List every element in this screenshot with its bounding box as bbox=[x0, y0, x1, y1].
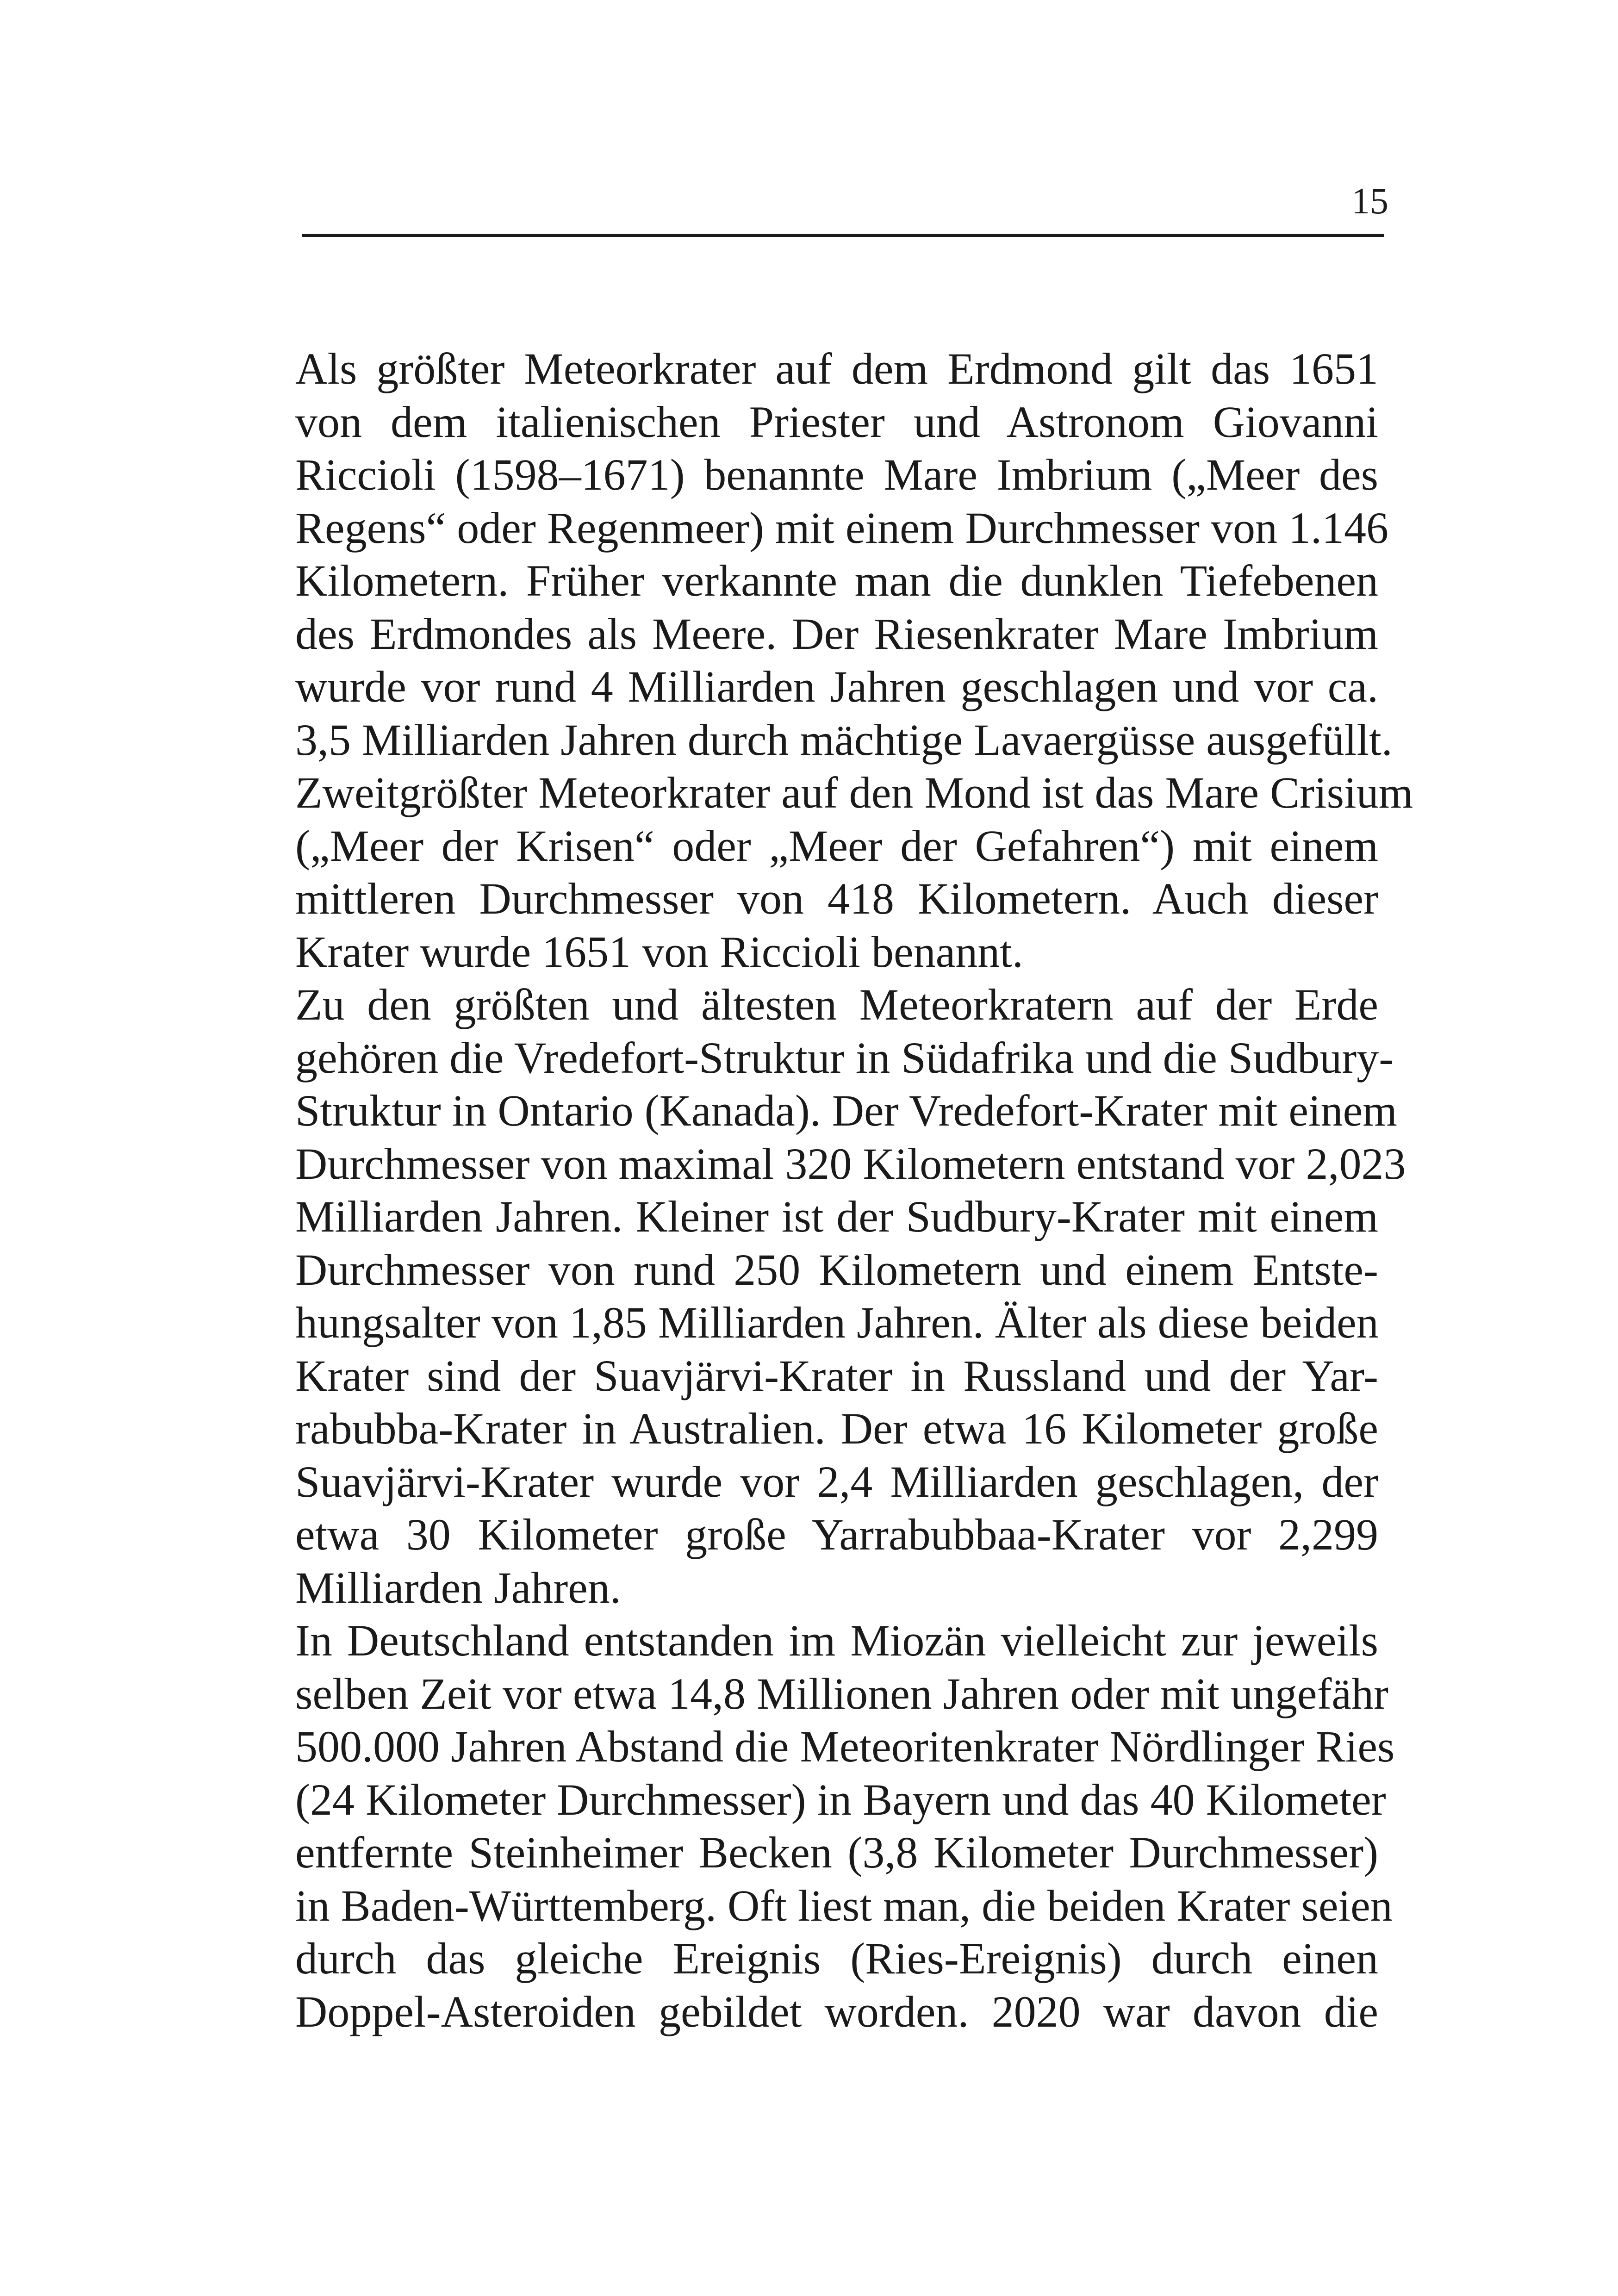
text-line: rabubba-Krater in Australien. Der etwa 16 Kilometer große bbox=[295, 1404, 1378, 1453]
text-line: Durchmesser von rund 250 Kilometern und einem Entste- bbox=[295, 1244, 1378, 1294]
text-line: Doppel-Asteroiden gebildet worden. 2020 war davon die bbox=[295, 1986, 1378, 2036]
text-line: hungsalter von 1,85 Milliarden Jahren. Älter als diese beiden bbox=[295, 1298, 1379, 1347]
text-line: etwa 30 Kilometer große Yarrabubbaa-Krater vor 2,299 bbox=[295, 1510, 1378, 1559]
text-line: Durchmesser von maximal 320 Kilometern entstand vor 2,023 bbox=[295, 1139, 1406, 1188]
text-line: („Meer der Krisen“ oder „Meer der Gefahren“) mit einem bbox=[295, 821, 1378, 871]
text-line: 3,5 Milliarden Jahren durch mächtige Lavaergüsse ausgefüllt. bbox=[295, 715, 1393, 765]
page-number: 15 bbox=[1351, 181, 1388, 222]
paragraph-1 bbox=[295, 342, 1413, 978]
text-line: (24 Kilometer Durchmesser) in Bayern und das 40 Kilometer bbox=[295, 1774, 1386, 1824]
text-line: in Baden-Württemberg. Oft liest man, die beiden Krater seien bbox=[295, 1880, 1393, 1930]
text-line: Milliarden Jahren. bbox=[295, 1562, 621, 1612]
header-rule bbox=[302, 234, 1384, 237]
text-line: Krater wurde 1651 von Riccioli benannt. bbox=[295, 927, 1023, 977]
text-line: In Deutschland entstanden im Miozän vielleicht zur jeweils bbox=[295, 1616, 1378, 1665]
text-line: Als größter Meteorkrater auf dem Erdmond gilt das 1651 bbox=[295, 344, 1378, 393]
text-line: selben Zeit vor etwa 14,8 Millionen Jahren oder mit ungefähr bbox=[295, 1668, 1388, 1718]
text-line: Struktur in Ontario (Kanada). Der Vredefort-Krater mit einem bbox=[295, 1086, 1397, 1135]
text-line: wurde vor rund 4 Milliarden Jahren geschlagen und vor ca. bbox=[295, 662, 1378, 711]
body-text bbox=[295, 342, 1413, 2038]
paragraph-2 bbox=[295, 978, 1406, 1614]
text-line: Krater sind der Suavjärvi-Krater in Russland und der Yar- bbox=[295, 1350, 1378, 1400]
text-line: mittleren Durchmesser von 418 Kilometern. Auch dieser bbox=[295, 874, 1378, 923]
text-line: des Erdmondes als Meere. Der Riesenkrater Mare Imbrium bbox=[295, 609, 1378, 659]
text-line: Kilometern. Früher verkannte man die dunklen Tiefebenen bbox=[295, 556, 1378, 605]
text-line: Suavjärvi-Krater wurde vor 2,4 Milliarden geschlagen, der bbox=[295, 1456, 1378, 1506]
text-line: gehören die Vredefort-Struktur in Südafrika und die Sudbury- bbox=[295, 1033, 1394, 1083]
paragraph-3 bbox=[295, 1614, 1395, 2038]
text-line: von dem italienischen Priester und Astronom Giovanni bbox=[295, 397, 1378, 447]
text-line: Zweitgrößter Meteorkrater auf den Mond ist das Mare Crisium bbox=[295, 768, 1413, 817]
text-line: 500.000 Jahren Abstand die Meteoritenkrater Nördlinger Ries bbox=[295, 1722, 1395, 1771]
text-line: entfernte Steinheimer Becken (3,8 Kilometer Durchmesser) bbox=[295, 1828, 1378, 1877]
text-line: durch das gleiche Ereignis (Ries-Ereignis) durch einen bbox=[295, 1934, 1378, 1983]
text-line: Regens“ oder Regenmeer) mit einem Durchmesser von 1.146 bbox=[295, 503, 1388, 553]
text-line: Zu den größten und ältesten Meteorkratern auf der Erde bbox=[295, 980, 1378, 1029]
text-line: Milliarden Jahren. Kleiner ist der Sudbury-Krater mit einem bbox=[295, 1192, 1378, 1241]
text-line: Riccioli (1598–1671) benannte Mare Imbrium („Meer des bbox=[295, 450, 1378, 499]
